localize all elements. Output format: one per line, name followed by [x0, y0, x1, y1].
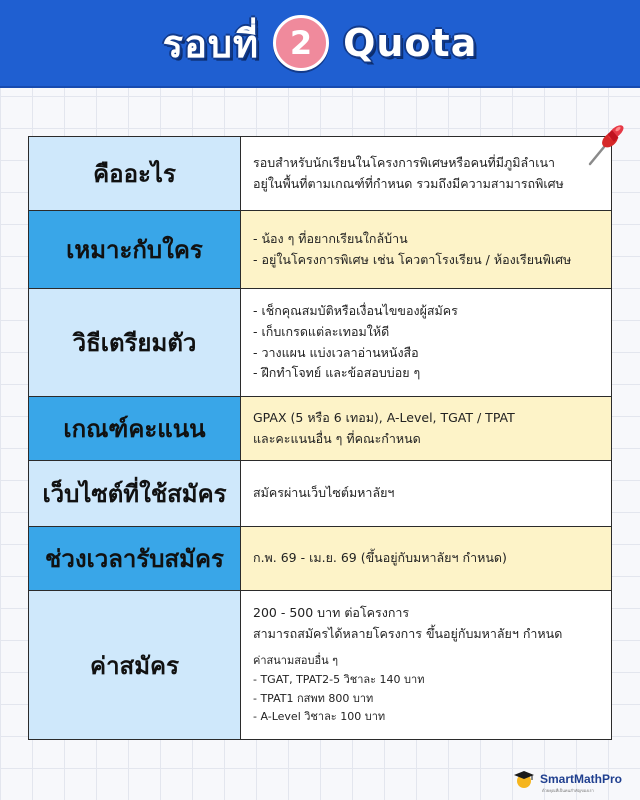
content-line: สมัครผ่านเว็บไซต์มหาลัยฯ	[253, 485, 395, 501]
content-line: GPAX (5 หรือ 6 เทอม), A-Level, TGAT / TPAT	[253, 409, 515, 425]
row-preparation	[29, 289, 611, 397]
content-line: - ฝึกทำโจทย์ และข้อสอบบ่อย ๆ	[253, 365, 421, 381]
content-small-line: - TPAT1 กสพท 800 บาท	[253, 691, 374, 705]
row-label: คืออะไร	[29, 137, 241, 210]
row-label: ช่วงเวลารับสมัคร	[29, 527, 241, 590]
logo-name: SmartMathPro	[540, 772, 623, 786]
content-line: - อยู่ในโครงการพิเศษ เช่น โควตาโรงเรียน / ห้องเรียนพิเศษ	[253, 251, 572, 267]
row-content	[241, 397, 611, 460]
page-title	[163, 13, 478, 74]
row-content	[241, 591, 611, 739]
content-line: รอบสำหรับนักเรียนในโครงการพิเศษหรือคนที่มีภูมิลำเนา	[253, 154, 556, 170]
row-score-criteria	[29, 397, 611, 461]
pushpin-icon	[582, 120, 628, 170]
content-line: และคะแนนอื่น ๆ ที่คณะกำหนด	[253, 430, 421, 446]
row-content	[241, 289, 611, 396]
content-line: สามารถสมัครได้หลายโครงการ ขึ้นอยู่กับมหาลัยฯ กำหนด	[253, 625, 563, 641]
row-content	[241, 527, 611, 590]
spacer	[253, 644, 599, 652]
content-line: - เช็กคุณสมบัติหรือเงื่อนไขของผู้สมัคร	[253, 303, 458, 319]
logo-tagline: ด้วยคุณที่เป็นคนสำคัญของเรา	[542, 788, 594, 793]
row-label: ค่าสมัคร	[29, 591, 241, 739]
row-content	[241, 461, 611, 526]
title-quota-text: Quota	[343, 21, 478, 65]
row-label: เกณฑ์คะแนน	[29, 397, 241, 460]
content-line: - น้อง ๆ ที่อยากเรียนใกล้บ้าน	[253, 230, 408, 246]
content-line: ก.พ. 69 - เม.ย. 69 (ขึ้นอยู่กับมหาลัยฯ กำหนด)	[253, 550, 507, 566]
content-small-line: ค่าสนามสอบอื่น ๆ	[253, 654, 339, 668]
row-suitable-for	[29, 211, 611, 289]
row-label: วิธีเตรียมตัว	[29, 289, 241, 396]
row-content	[241, 137, 611, 210]
title-round-text: รอบที่	[162, 21, 260, 66]
content-small-line: - A-Level วิชาละ 100 บาท	[253, 710, 386, 724]
page-header	[0, 0, 640, 88]
content-small-line: - TGAT, TPAT2-5 วิชาละ 140 บาท	[253, 672, 425, 686]
content-line: - เก็บเกรดแต่ละเทอมให้ดี	[253, 323, 390, 339]
info-table	[28, 136, 612, 740]
smartmathpro-logo	[512, 766, 636, 792]
row-label: เว็บไซต์ที่ใช้สมัคร	[29, 461, 241, 526]
graduation-cap-icon	[512, 769, 536, 789]
content-line: - วางแผน แบ่งเวลาอ่านหนังสือ	[253, 344, 419, 360]
row-application-period	[29, 527, 611, 591]
row-website	[29, 461, 611, 527]
content-line: 200 - 500 บาท ต่อโครงการ	[253, 605, 410, 620]
row-application-fee	[29, 591, 611, 739]
content-line: อยู่ในพื้นที่ตามเกณฑ์ที่กำหนด รวมถึงมีความสามารถพิเศษ	[253, 175, 564, 191]
row-what-is-it	[29, 137, 611, 211]
row-label: เหมาะกับใคร	[29, 211, 241, 288]
row-content	[241, 211, 611, 288]
round-number-badge: 2	[273, 15, 329, 71]
